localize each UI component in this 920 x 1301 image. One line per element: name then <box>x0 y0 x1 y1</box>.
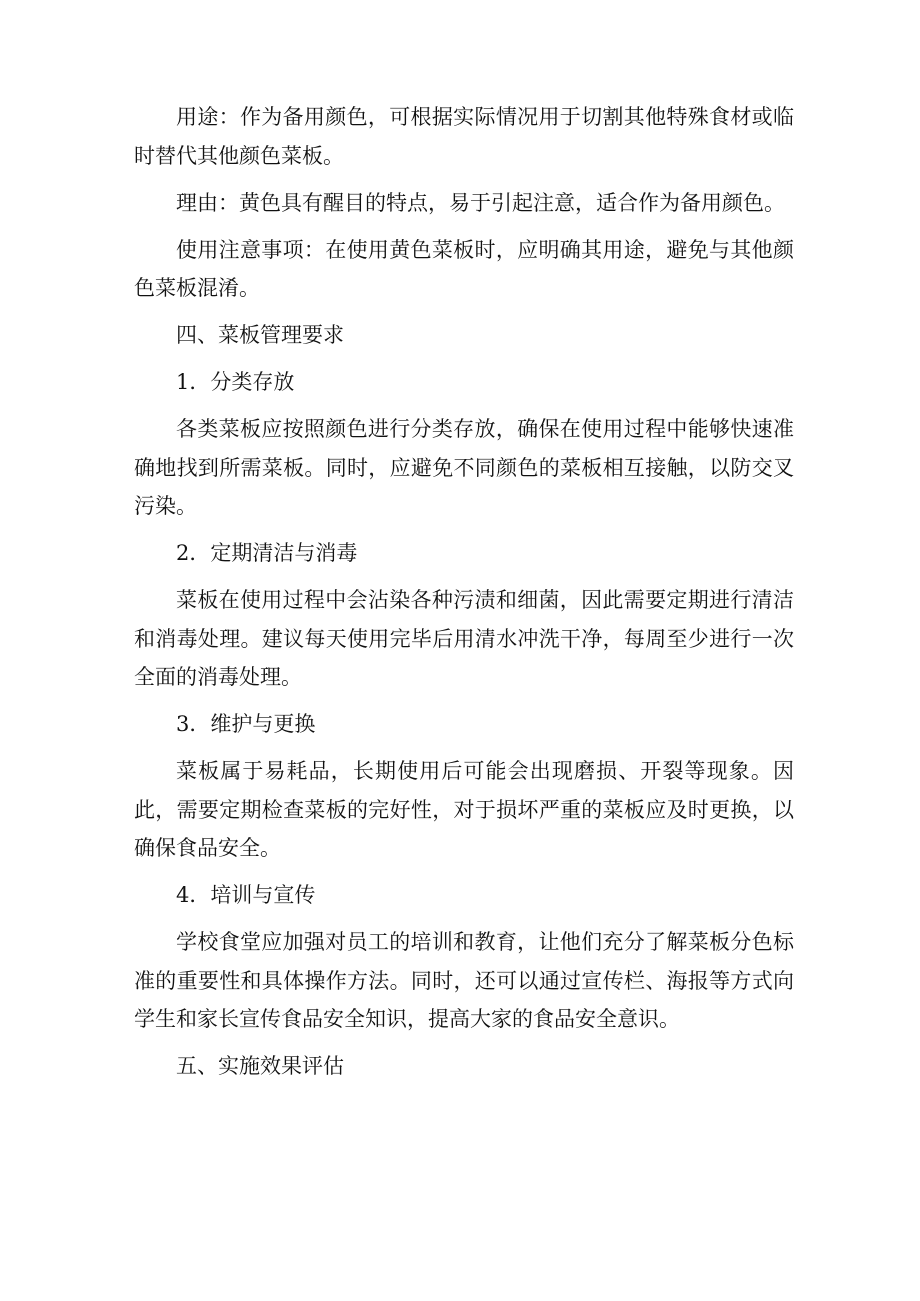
subheading-storage: 1．分类存放 <box>176 370 295 394</box>
section-heading-evaluation: 五、实施效果评估 <box>176 1054 344 1078</box>
subheading-cleaning: 2．定期清洁与消毒 <box>176 541 358 565</box>
paragraph-training: 学校食堂应加强对员工的培训和教育，让他们充分了解菜板分色标准的重要性和具体操作方法。同时，还可以通过宣传栏、海报等方式向学生和家长宣传食品安全知识，提高大家的食品安全意识。 <box>134 930 794 1031</box>
document-body <box>134 98 794 1094</box>
paragraph-usage-notes: 使用注意事项：在使用黄色菜板时，应明确其用途，避免与其他颜色菜板混淆。 <box>134 237 794 300</box>
paragraph-cleaning: 菜板在使用过程中会沾染各种污渍和细菌，因此需要定期进行清洁和消毒处理。建议每天使用完毕后用清水冲洗干净，每周至少进行一次全面的消毒处理。 <box>134 588 794 689</box>
paragraph-storage: 各类菜板应按照颜色进行分类存放，确保在使用过程中能够快速准确地找到所需菜板。同时，应避免不同颜色的菜板相互接触，以防交叉污染。 <box>134 417 794 518</box>
section-heading-management: 四、菜板管理要求 <box>176 323 344 347</box>
paragraph-reason: 理由：黄色具有醒目的特点，易于引起注意，适合作为备用颜色。 <box>176 190 785 215</box>
subheading-maintenance: 3．维护与更换 <box>176 712 316 736</box>
paragraph-maintenance: 菜板属于易耗品，长期使用后可能会出现磨损、开裂等现象。因此，需要定期检查菜板的完好性，对于损坏严重的菜板应及时更换，以确保食品安全。 <box>134 759 794 860</box>
subheading-training: 4．培训与宣传 <box>176 883 316 907</box>
paragraph-usage: 用途：作为备用颜色，可根据实际情况用于切割其他特殊食材或临时替代其他颜色菜板。 <box>134 105 794 168</box>
